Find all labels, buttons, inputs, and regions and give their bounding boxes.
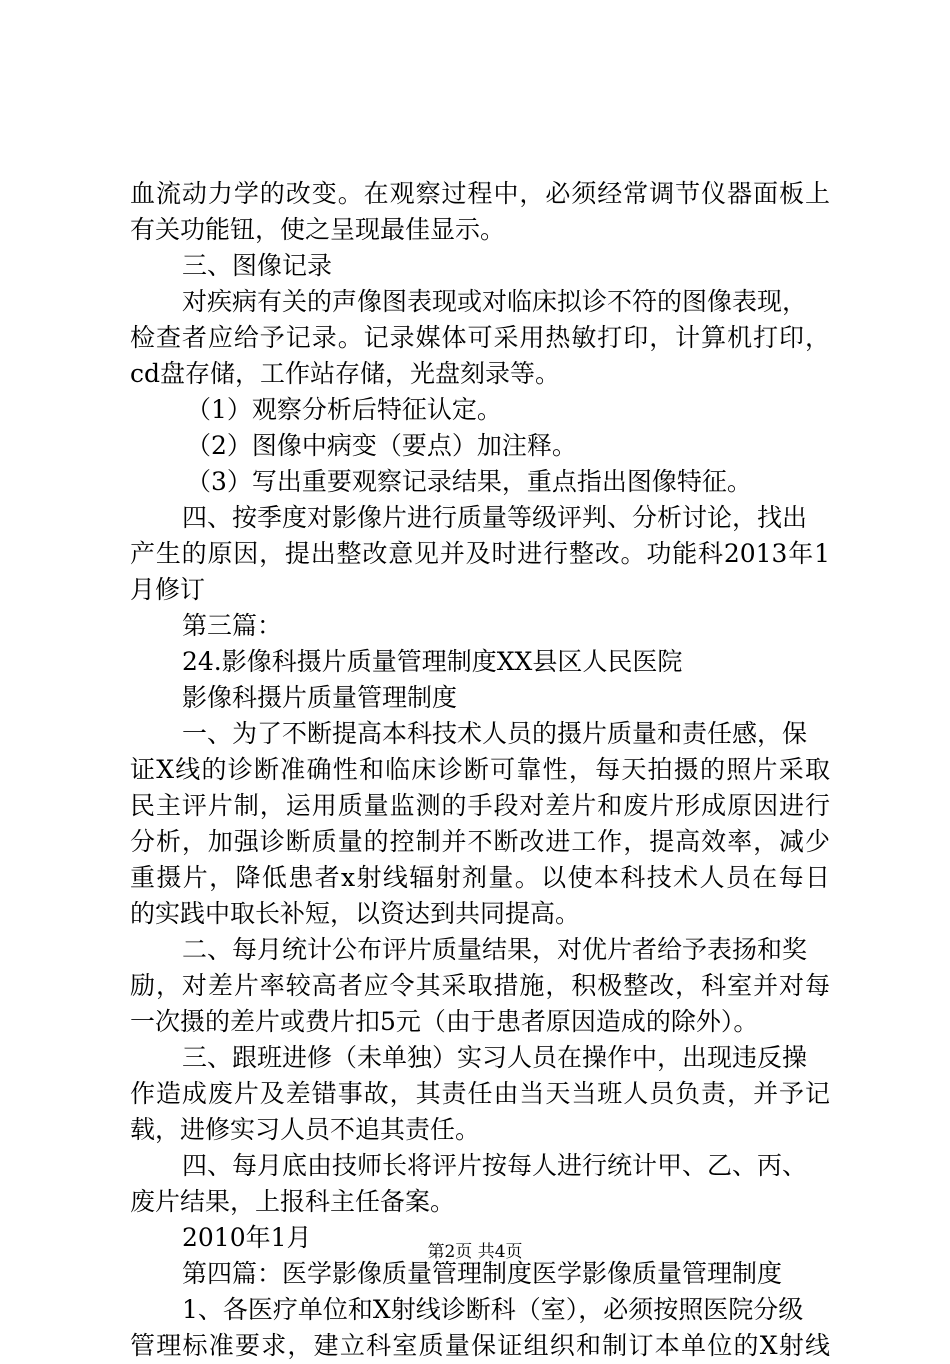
- paragraph-line: 民主评片制，运用质量监测的手段对差片和废片形成原因进行: [130, 791, 830, 820]
- paragraph-line: 重摄片，降低患者x射线辐射剂量。以使本科技术人员在每日: [130, 863, 830, 892]
- section-heading: 三、图像记录: [182, 251, 333, 280]
- paragraph-line: 一次摄的差片或费片扣5元（由于患者原因造成的除外）。: [130, 1007, 759, 1036]
- document-subtitle: 影像科摄片质量管理制度: [182, 683, 458, 712]
- paragraph-line: 一、为了不断提高本科技术人员的摄片质量和责任感，保: [182, 719, 808, 748]
- paragraph-line: 二、每月统计公布评片质量结果，对优片者给予表扬和奖: [182, 935, 808, 964]
- section-heading: 第三篇：: [182, 611, 283, 640]
- paragraph-line: 有关功能钮，使之呈现最佳显示。: [130, 215, 506, 244]
- list-item: （2）图像中病变（要点）加注释。: [186, 431, 577, 460]
- paragraph-line: 载，进修实习人员不追其责任。: [130, 1115, 481, 1144]
- list-item: （3）写出重要观察记录结果，重点指出图像特征。: [186, 467, 752, 496]
- paragraph-line: 三、跟班进修（未单独）实习人员在操作中，出现违反操: [182, 1043, 808, 1072]
- document-body: [130, 176, 830, 1364]
- paragraph-line: 四、每月底由技师长将评片按每人进行统计甲、乙、丙、: [182, 1151, 808, 1180]
- document-title: 24.影像科摄片质量管理制度XX县区人民医院: [182, 647, 683, 676]
- paragraph-line: 分析，加强诊断质量的控制并不断改进工作，提高效率，减少: [130, 827, 830, 856]
- page-number-footer: 第2页 共4页: [427, 1242, 523, 1262]
- paragraph-line: 检查者应给予记录。记录媒体可采用热敏打印，计算机打印，: [130, 323, 830, 352]
- paragraph-line: cd盘存储，工作站存储，光盘刻录等。: [130, 359, 561, 388]
- paragraph-line: 证X线的诊断准确性和临床诊断可靠性，每天拍摄的照片采取: [130, 755, 830, 784]
- paragraph-line: 励，对差片率较高者应令其采取措施，积极整改，科室并对每: [130, 971, 830, 1000]
- date-line: 2010年1月: [182, 1223, 312, 1252]
- list-item: （1）观察分析后特征认定。: [186, 395, 502, 424]
- paragraph-line: 产生的原因，提出整改意见并及时进行整改。功能科2013年1: [130, 539, 830, 568]
- paragraph-line: 血流动力学的改变。在观察过程中，必须经常调节仪器面板上: [130, 179, 830, 208]
- paragraph-line: 月修订: [130, 575, 206, 604]
- paragraph-line: 的实践中取长补短，以资达到共同提高。: [130, 899, 581, 928]
- paragraph-line: 管理标准要求，建立科室质量保证组织和制订本单位的X射线: [130, 1331, 830, 1360]
- paragraph-line: 四、按季度对影像片进行质量等级评判、分析讨论，找出: [182, 503, 808, 532]
- paragraph-line: 对疾病有关的声像图表现或对临床拟诊不符的图像表现，: [182, 287, 808, 316]
- paragraph-line: 作造成废片及差错事故，其责任由当天当班人员负责，并予记: [130, 1079, 830, 1108]
- section-heading: 第四篇：医学影像质量管理制度医学影像质量管理制度: [182, 1259, 783, 1288]
- paragraph-line: 1、各医疗单位和X射线诊断科（室），必须按照医院分级: [182, 1295, 804, 1324]
- paragraph-line: 废片结果，上报科主任备案。: [130, 1187, 456, 1216]
